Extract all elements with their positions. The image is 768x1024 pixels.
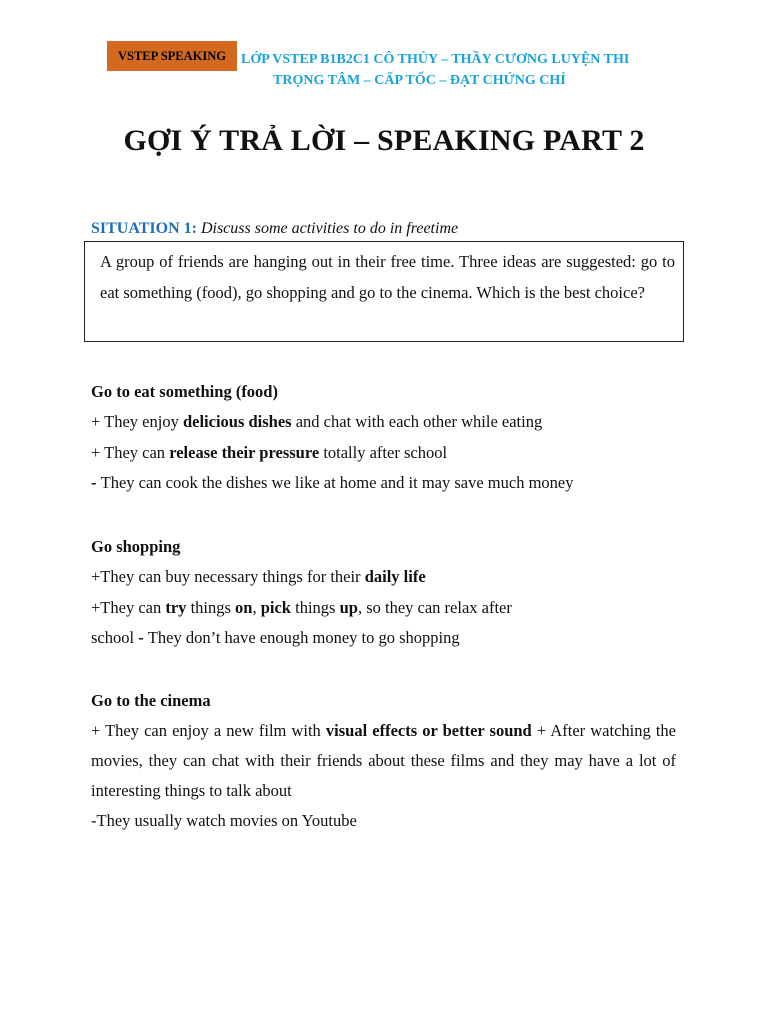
situation-label: SITUATION 1: bbox=[91, 220, 197, 237]
shopping-point-2: +They can try things on, pick things up, so they can relax after bbox=[91, 597, 512, 617]
page-title: GỢI Ý TRẢ LỜI – SPEAKING PART 2 bbox=[123, 124, 645, 157]
banner-line-2: TRỌNG TÂM – CẤP TỐC – ĐẠT CHỨNG CHỈ bbox=[273, 73, 566, 88]
situation-prompt-box bbox=[84, 241, 684, 342]
section-food-heading: Go to eat something (food) bbox=[91, 382, 278, 401]
section-food bbox=[91, 377, 691, 499]
food-point-1: + They enjoy delicious dishes and chat with each other while eating bbox=[91, 412, 543, 431]
section-cinema bbox=[91, 686, 691, 837]
situation-description: Discuss some activities to do in freetime bbox=[200, 220, 459, 237]
section-shopping-heading: Go shopping bbox=[91, 537, 181, 556]
banner-line-1: LỚP VSTEP B1B2C1 CÔ THỦY – THẦY CƯƠNG LUYỆN THI bbox=[241, 52, 630, 67]
food-point-2: + They can release their pressure totally after school bbox=[91, 442, 448, 462]
cinema-point-2: -They usually watch movies on Youtube bbox=[91, 811, 357, 830]
situation-heading bbox=[91, 220, 458, 238]
shopping-point-3: school - They don’t have enough money to go shopping bbox=[91, 628, 460, 647]
section-shopping bbox=[91, 532, 691, 654]
vstep-speaking-badge: VSTEP SPEAKING bbox=[107, 41, 237, 71]
shopping-point-1: +They can buy necessary things for their daily life bbox=[91, 567, 426, 586]
course-banner bbox=[237, 49, 697, 91]
cinema-point-1: + They can enjoy a new film with visual effects or better sound + After watching the movies, they can chat with their friends about these films and they may have a lot of interesting things to talk about bbox=[91, 721, 676, 800]
situation-prompt-text: A group of friends are hanging out in their free time. Three ideas are suggested: go to eat something (food), go shopping and go to the cinema. Which is the best choice? bbox=[100, 252, 675, 302]
food-point-3: - They can cook the dishes we like at home and it may save much money bbox=[91, 473, 574, 492]
section-cinema-heading: Go to the cinema bbox=[91, 691, 211, 710]
